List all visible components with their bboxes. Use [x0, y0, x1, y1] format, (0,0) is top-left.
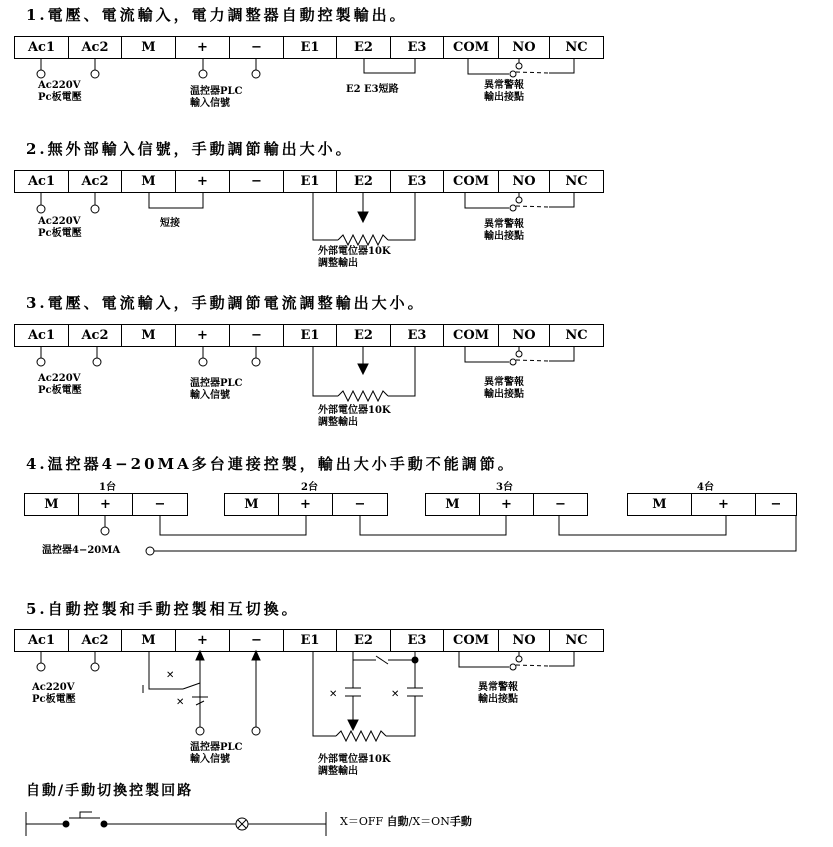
terminal-point: [91, 663, 99, 671]
e2e3-short-label: E2 E3短路: [346, 84, 399, 95]
terminal-ac1: Ac1: [15, 171, 69, 192]
terminal-com: COM: [444, 630, 499, 651]
section-2-title: 2.無外部輸入信號，手動調節輸出大小。: [26, 140, 354, 158]
legend-auto: 自動: [386, 815, 409, 828]
switch-blade: [376, 656, 388, 664]
x-mark: ✕: [329, 689, 338, 700]
section-4-wiring: [101, 515, 796, 555]
terminal-point: [37, 663, 45, 671]
terminal-ac2: Ac2: [69, 325, 122, 346]
terminal-no: NO: [499, 630, 550, 651]
section-4-title: 4.温控器4−20MA多台連接控製，輸出大小手動不能調節。: [26, 455, 516, 473]
terminal-point: [196, 727, 204, 735]
alarm-contact: [459, 651, 574, 670]
section-2-wiring: [37, 192, 574, 245]
short-label-2: 短接: [160, 218, 180, 229]
terminal-e3: E3: [391, 171, 444, 192]
terminal-plus: +: [176, 325, 230, 346]
terminal-point: [199, 70, 207, 78]
power-label-2: Ac220V Pc板電壓: [38, 216, 82, 239]
terminal-e2: E2: [337, 325, 391, 346]
signal-label-3: 温控器PLC 輸入信號: [190, 378, 243, 401]
power-label-1: Ac220V Pc板電壓: [38, 80, 82, 103]
potentiometer-resistor: [338, 391, 388, 401]
potentiometer-resistor: [338, 235, 388, 245]
terminal-point: [101, 527, 109, 535]
terminal-m: M: [628, 494, 692, 515]
terminal-plus: +: [279, 494, 333, 515]
terminal-no: NO: [499, 171, 550, 192]
chain-wire-1-2: [160, 515, 306, 535]
terminal-ac1: Ac1: [15, 630, 69, 651]
terminal-com: COM: [444, 37, 499, 58]
terminal-m: M: [122, 630, 176, 651]
terminal-point: [252, 727, 260, 735]
signal-label-5: 温控器PLC 輸入信號: [190, 742, 243, 765]
terminal-e1: E1: [284, 630, 337, 651]
switch-circuit-wiring: [26, 812, 326, 836]
legend-on: X＝ON: [412, 815, 450, 828]
terminal-m: M: [122, 325, 176, 346]
chain-wire-2-3: [360, 515, 506, 535]
terminal-e1: E1: [284, 325, 337, 346]
terminal-e1: E1: [284, 171, 337, 192]
terminal-e1: E1: [284, 37, 337, 58]
terminal-plus: +: [176, 171, 230, 192]
section-3-title: 3.電壓、電流輸入，手動調節電流調整輸出大小。: [26, 294, 426, 312]
terminal-point: [93, 358, 101, 366]
terminal-plus: +: [692, 494, 756, 515]
section-1-wiring: [37, 58, 574, 78]
terminal-no: NO: [499, 325, 550, 346]
terminal-plus: +: [79, 494, 133, 515]
unit-count-4: 4台: [697, 482, 714, 493]
section-3-wiring: [37, 346, 574, 401]
terminal-minus: −: [770, 497, 782, 512]
section-5-title: 5.自動控製和手動控製相互切換。: [26, 600, 300, 618]
terminal-nc: NC: [565, 40, 588, 55]
signal-label-1: 温控器PLC 輸入信號: [190, 86, 243, 109]
alarm-contact: [465, 346, 574, 365]
terminal-plus: +: [176, 630, 230, 651]
terminal-point: [91, 205, 99, 213]
terminal-point: [91, 70, 99, 78]
switch-blade: [183, 683, 200, 689]
terminal-minus: −: [555, 497, 566, 512]
terminal-point: [252, 358, 260, 366]
terminal-nc: NC: [565, 328, 588, 343]
pot-label-3: 外部電位器10K 調整輸出: [318, 405, 391, 428]
terminal-minus: −: [230, 171, 284, 192]
terminal-minus: −: [154, 497, 166, 512]
terminal-ac2: Ac2: [69, 630, 122, 651]
unit-count-2: 2台: [301, 482, 318, 493]
power-label-5: Ac220V Pc板電壓: [32, 682, 76, 705]
terminal-minus: −: [230, 630, 284, 651]
terminal-m: M: [122, 171, 176, 192]
terminal-e2: E2: [337, 630, 391, 651]
legend-manual: 手動: [449, 815, 472, 828]
terminal-e3: E3: [391, 630, 444, 651]
legend-sep: /: [408, 815, 413, 828]
terminal-com: COM: [444, 325, 499, 346]
pot-label-5: 外部電位器10K 調整輸出: [318, 754, 391, 777]
terminal-no: NO: [499, 37, 550, 58]
alarm-contact: [465, 192, 574, 211]
terminal-ac1: Ac1: [15, 37, 69, 58]
power-label-3: Ac220V Pc板電壓: [38, 373, 82, 396]
terminal-ac1: Ac1: [15, 325, 69, 346]
alarm-label-5: 異常警報 輸出接點: [478, 682, 518, 705]
terminal-ac2: Ac2: [69, 171, 122, 192]
source-label-4: 温控器4−20MA: [42, 545, 121, 556]
terminal-m: M: [122, 37, 176, 58]
terminal-point: [252, 70, 260, 78]
alarm-label-3: 異常警報 輸出接點: [484, 377, 524, 400]
terminal-point: [37, 358, 45, 366]
terminal-plus: +: [176, 37, 230, 58]
terminal-point: [199, 358, 207, 366]
alarm-label-2: 異常警報 輸出接點: [484, 219, 524, 242]
x-mark: ✕: [166, 670, 175, 681]
wiper-arrow: [358, 364, 368, 374]
x-mark: ✕: [391, 689, 400, 700]
terminal-minus: −: [230, 325, 284, 346]
m-plus-short-wire: [149, 192, 203, 208]
pot-label-2: 外部電位器10K 調整輸出: [318, 246, 391, 269]
terminal-point: [37, 205, 45, 213]
terminal-com: COM: [444, 171, 499, 192]
terminal-point: [37, 70, 45, 78]
terminal-minus: −: [230, 37, 284, 58]
unit-count-1: 1台: [99, 482, 116, 493]
chain-wire-3-4: [559, 515, 726, 535]
terminal-e3: E3: [391, 325, 444, 346]
switch-circuit-title: 自動/手動切換控製回路: [26, 783, 194, 799]
terminal-minus: −: [354, 497, 366, 512]
terminal-plus: +: [480, 494, 534, 515]
section-1-title: 1.電壓、電流輸入，電力調整器自動控製輸出。: [26, 6, 408, 24]
section-5-wiring: [37, 651, 574, 741]
terminal-nc: NC: [565, 174, 588, 189]
terminal-m: M: [25, 494, 79, 515]
wiper-arrow: [358, 212, 368, 222]
terminal-ac2: Ac2: [69, 37, 122, 58]
unit-count-3: 3台: [496, 482, 513, 493]
terminal-e2: E2: [337, 171, 391, 192]
potentiometer-resistor: [336, 731, 386, 741]
terminal-e2: E2: [337, 37, 391, 58]
legend-off: X＝OFF: [340, 815, 384, 828]
e2-e3-short-wire: [364, 58, 415, 73]
terminal-m: M: [426, 494, 480, 515]
source-point: [146, 547, 154, 555]
x-mark: ✕: [176, 697, 185, 708]
terminal-nc: NC: [565, 633, 588, 648]
return-wire: [154, 515, 796, 551]
terminal-e3: E3: [391, 37, 444, 58]
terminal-m: M: [225, 494, 279, 515]
alarm-contact: [468, 58, 574, 77]
alarm-label-1: 異常警報 輸出接點: [484, 80, 524, 103]
